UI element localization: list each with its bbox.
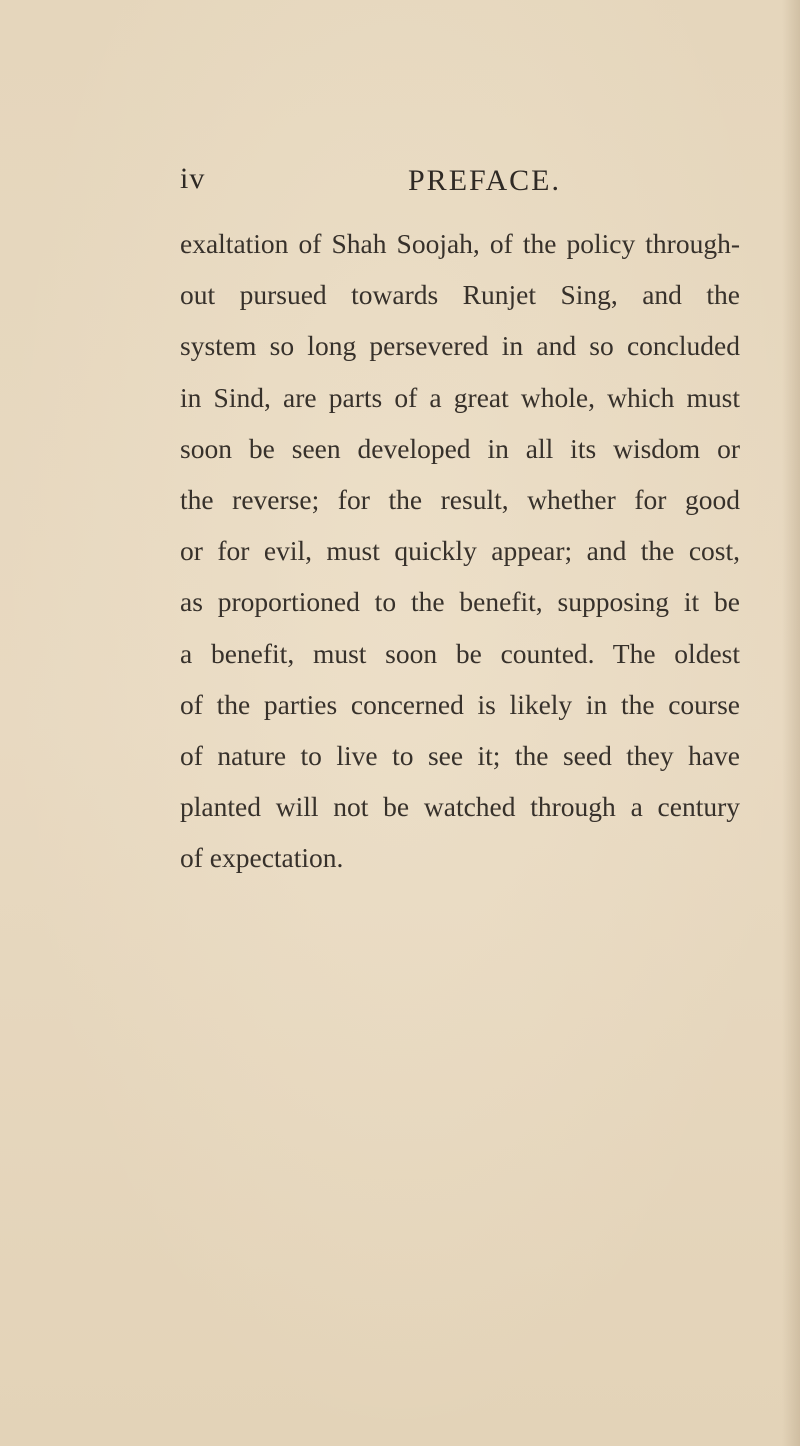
text-line: in Sind, are parts of a great whole, which must [180,381,740,413]
text-line: the reverse; for the result, whether for good [180,483,740,515]
page-header [180,162,740,202]
text-line: a benefit, must soon be counted. The oldest [180,637,740,669]
text-line: of the parties concerned is likely in the course [180,688,740,720]
text-line: as proportioned to the benefit, supposing it be [180,586,740,618]
text-line: exaltation of Shah Soojah, of the policy through- [180,228,740,259]
running-head: PREFACE. [408,164,561,197]
text-line-last: of expectation. [180,842,344,874]
text-line: soon be seen developed in all its wisdom or [180,432,740,464]
page-edge-shadow [782,0,800,1446]
text-line: system so long persevered in and so concluded [180,330,740,362]
text-line: of nature to live to see it; the seed they have [180,739,740,771]
page-number: iv [180,162,206,195]
body-text [180,218,740,883]
text-line: out pursued towards Runjet Sing, and the [180,279,740,311]
text-line: planted will not be watched through a century [180,791,740,823]
text-line: or for evil, must quickly appear; and the cost, [180,535,740,567]
